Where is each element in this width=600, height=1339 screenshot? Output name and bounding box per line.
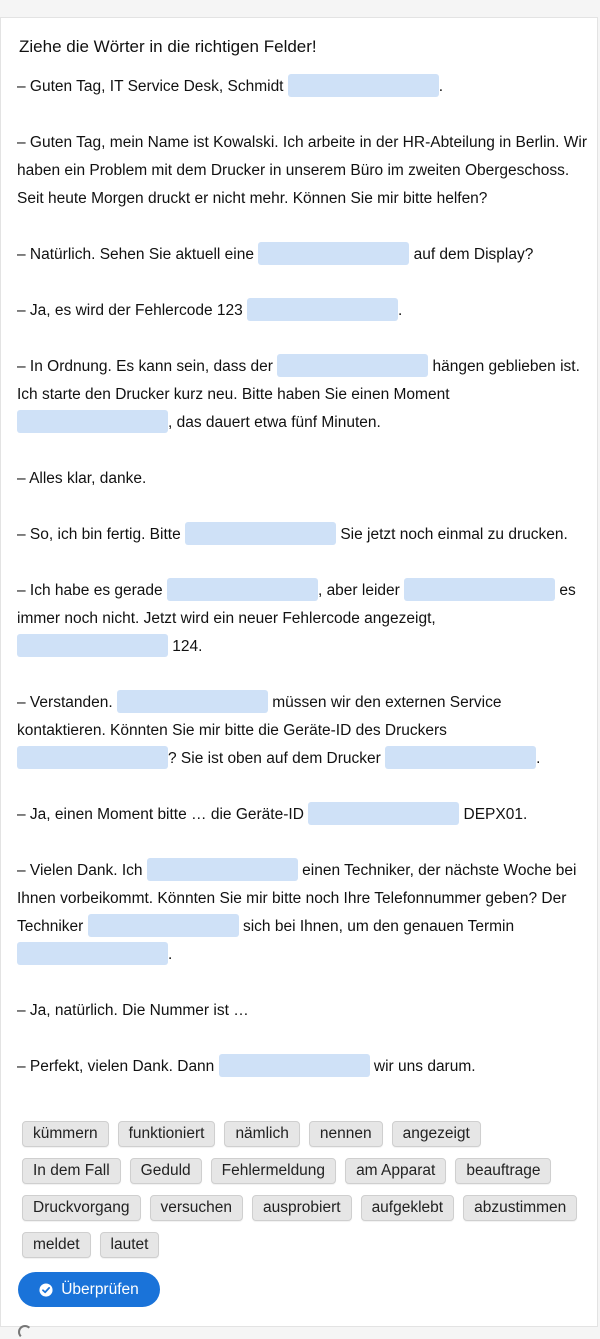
dialogue-text-segment: – So, ich bin fertig. Bitte xyxy=(17,526,186,543)
word-chip[interactable]: Fehlermeldung xyxy=(211,1158,336,1184)
dialogue-text-segment: ? Sie ist oben auf dem Drucker xyxy=(168,750,386,767)
word-chip[interactable]: ausprobiert xyxy=(252,1195,352,1221)
drop-zone[interactable] xyxy=(385,746,536,769)
dialogue-paragraph xyxy=(17,129,587,213)
check-button[interactable] xyxy=(18,1272,160,1307)
dialogue-text-segment: müssen wir den externen Service kontaktieren. Könnten Sie mir bitte die Geräte-ID des Druckers xyxy=(17,694,502,739)
drop-zone[interactable] xyxy=(167,578,318,601)
drop-zone[interactable] xyxy=(308,802,459,825)
dialogue-paragraph xyxy=(17,241,587,269)
drop-zone[interactable] xyxy=(17,634,168,657)
dialogue-text-segment: auf dem Display? xyxy=(409,246,534,263)
dialogue-paragraph xyxy=(17,801,587,829)
dialogue-paragraph xyxy=(17,297,587,325)
dialogue-paragraph xyxy=(17,521,587,549)
word-chip[interactable]: beauftrage xyxy=(455,1158,551,1184)
dialogue-text-segment: hängen geblieben ist. Ich starte den Drucker kurz neu. Bitte haben Sie einen Moment xyxy=(17,358,580,403)
dialogue-text-segment: – Guten Tag, IT Service Desk, Schmidt xyxy=(17,78,288,95)
check-circle-icon xyxy=(39,1283,53,1297)
dialogue-text-segment: – Vielen Dank. Ich xyxy=(17,862,147,879)
word-chip[interactable]: Druckvorgang xyxy=(22,1195,141,1221)
word-chip[interactable]: angezeigt xyxy=(392,1121,481,1147)
dialogue-paragraph xyxy=(17,689,587,773)
dialogue-text-segment: einen Techniker, der nächste Woche bei Ihnen vorbeikommt. Könnten Sie mir bitte noch Ihre Telefonnummer geben? Der Techniker xyxy=(17,862,577,935)
drop-zone[interactable] xyxy=(247,298,398,321)
dialogue-paragraph xyxy=(17,1053,587,1081)
drop-zone[interactable] xyxy=(147,858,298,881)
dialogue-text-segment: es immer noch nicht. Jetzt wird ein neuer Fehlercode angezeigt, xyxy=(17,582,576,627)
drop-zone[interactable] xyxy=(185,522,336,545)
dialogue-text-segment: – Verstanden. xyxy=(17,694,117,711)
word-chip[interactable]: meldet xyxy=(22,1232,91,1258)
dialogue-text-segment: wir uns darum. xyxy=(369,1058,476,1075)
word-chip[interactable]: funktioniert xyxy=(118,1121,216,1147)
exercise-card xyxy=(0,17,598,1327)
dialogue-paragraph xyxy=(17,997,587,1025)
dialogue-text-segment: – Ja, einen Moment bitte … die Geräte-ID xyxy=(17,806,309,823)
drop-zone[interactable] xyxy=(277,354,428,377)
dialogue-paragraph xyxy=(17,465,587,493)
word-chip[interactable]: In dem Fall xyxy=(22,1158,121,1184)
dialogue-paragraph xyxy=(17,73,587,101)
word-chip[interactable]: versuchen xyxy=(150,1195,244,1221)
dialogue-text-segment: . xyxy=(438,78,444,95)
dialogue-text-segment: sich bei Ihnen, um den genauen Termin xyxy=(238,918,515,935)
dialogue-text xyxy=(17,73,587,1109)
dialogue-text-segment: – Perfekt, vielen Dank. Dann xyxy=(17,1058,219,1075)
dialogue-text-segment: – Alles klar, danke. xyxy=(17,470,147,487)
dialogue-text-segment: . xyxy=(398,302,403,319)
word-chip[interactable]: Geduld xyxy=(130,1158,202,1184)
exercise-title: Ziehe die Wörter in die richtigen Felder! xyxy=(19,37,317,56)
dialogue-text-segment: DEPX01. xyxy=(459,806,528,823)
word-chip[interactable]: am Apparat xyxy=(345,1158,446,1184)
dialogue-text-segment: . xyxy=(536,750,541,767)
dialogue-text-segment: – Guten Tag, mein Name ist Kowalski. Ich arbeite in der HR-Abteilung in Berlin. Wir haben ein Problem mit dem Drucker in unserem Büro im zweiten Obergeschoss. Seit heute Morgen druckt er nicht mehr. Können Sie mir bitte helfen? xyxy=(17,134,588,207)
word-chip[interactable]: aufgeklebt xyxy=(361,1195,455,1221)
dialogue-text-segment: – Natürlich. Sehen Sie aktuell eine xyxy=(17,246,259,263)
dialogue-paragraph xyxy=(17,857,587,969)
word-chip[interactable]: nämlich xyxy=(224,1121,299,1147)
drop-zone[interactable] xyxy=(88,914,239,937)
dialogue-text-segment: . xyxy=(168,946,173,963)
dialogue-paragraph xyxy=(17,577,587,661)
check-button-label: Überprüfen xyxy=(61,1280,139,1298)
loading-indicator-icon xyxy=(18,1325,32,1339)
dialogue-paragraph xyxy=(17,353,587,437)
drop-zone[interactable] xyxy=(117,690,268,713)
word-chip[interactable]: lautet xyxy=(100,1232,160,1258)
dialogue-text-segment: 124. xyxy=(168,638,203,655)
drop-zone[interactable] xyxy=(17,746,168,769)
dialogue-text-segment: , aber leider xyxy=(317,582,405,599)
drop-zone[interactable] xyxy=(17,942,168,965)
dialogue-text-segment: – Ja, natürlich. Die Nummer ist … xyxy=(17,1002,249,1019)
word-chip[interactable]: kümmern xyxy=(22,1121,109,1147)
drop-zone[interactable] xyxy=(17,410,168,433)
dialogue-text-segment: – In Ordnung. Es kann sein, dass der xyxy=(17,358,278,375)
dialogue-text-segment: – Ja, es wird der Fehlercode 123 xyxy=(17,302,248,319)
word-chip[interactable]: abzustimmen xyxy=(463,1195,577,1221)
dialogue-text-segment: , das dauert etwa fünf Minuten. xyxy=(168,414,381,431)
drop-zone[interactable] xyxy=(288,74,439,97)
drop-zone[interactable] xyxy=(404,578,555,601)
dialogue-text-segment: – Ich habe es gerade xyxy=(17,582,167,599)
dialogue-text-segment: Sie jetzt noch einmal zu drucken. xyxy=(336,526,568,543)
word-bank xyxy=(22,1121,582,1258)
drop-zone[interactable] xyxy=(258,242,409,265)
word-chip[interactable]: nennen xyxy=(309,1121,383,1147)
drop-zone[interactable] xyxy=(219,1054,370,1077)
